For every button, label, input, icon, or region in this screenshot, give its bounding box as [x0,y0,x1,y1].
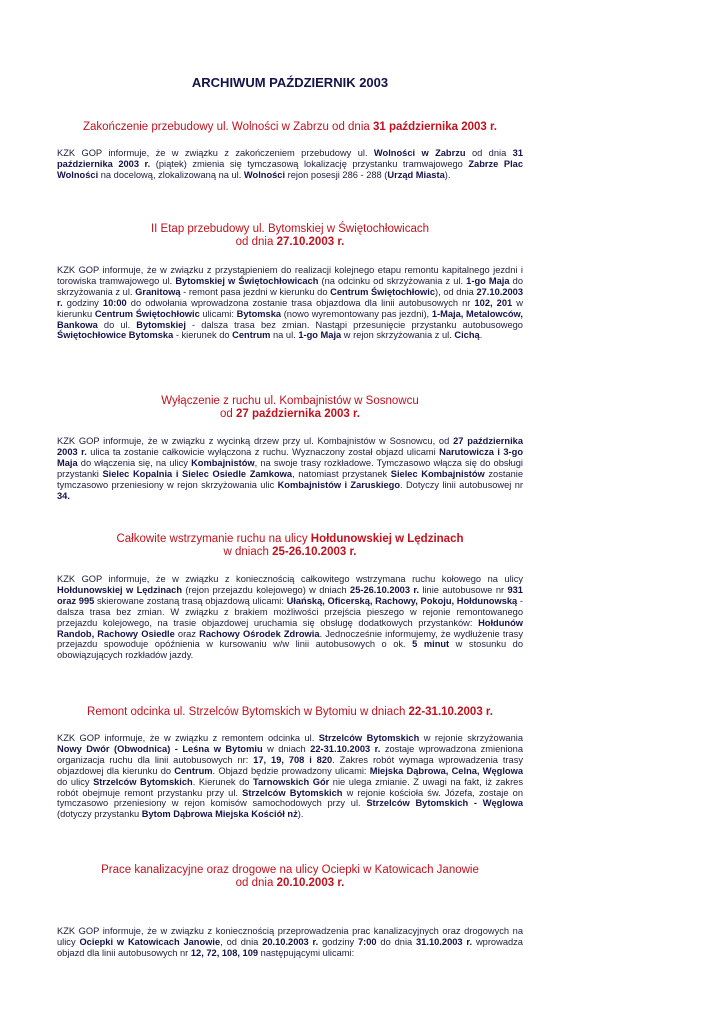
text-run: , od dnia [220,936,263,947]
text-run: rejon posesji 286 - 288 ( [285,169,388,180]
bold-text: 27.10.2003 r. [57,286,523,308]
bold-text: Centrum [174,765,213,776]
text-run: ulica ta zostanie całkowicie wyłączona z ruchu. Wyznaczony został objazd ulicami [86,446,440,457]
section-title [57,706,523,719]
bold-text: Bytomskiej w Świętochłowicach [175,275,319,286]
text-run: KZK GOP informuje, że w związku z koniecznością przeprowadzenia prac kanalizacyjnych oraz drogowych na ulicy [57,926,523,947]
text-run: (nowo wyremontowany pas jezdni), [281,308,432,319]
text-run: zostanie tymczasowo przeniesiony w rejon skrzyżowania ulic [57,468,524,490]
bold-text: 27.10.2003 r. [276,236,345,248]
section-title [57,533,523,559]
bold-text: Kombajnistów [191,457,255,468]
bold-text: 25-26.10.2003 r. [272,546,357,558]
text-run: ), od dnia [435,286,477,297]
text-run: ). [297,809,304,820]
text-run: - remont pasa jezdni w kierunku do [180,286,331,297]
section-title [57,864,523,890]
bold-text: 102, 201 [474,297,513,308]
bold-text: Miejska Dąbrowa, Celna, Węglowa [369,765,524,776]
text-run: godziny [318,936,358,947]
bold-text: Rachowy Ośrodek Zdrowia [199,628,320,639]
bold-text: Wolności w Zabrzu [373,148,466,158]
text-run: (dotyczy przystanku [57,809,142,820]
bold-text: 10:00 [102,297,127,308]
text-run: zostaje wprowadzona zmieniona organizacja ruchu dla linii autobusowych nr: [57,743,523,765]
text-run: KZK GOP informuje, że w związku z koniecznością całkowitego wstrzymana ruchu kołowego na ulicy [57,574,523,584]
bold-text: 17, 19, 708 i 820 [253,754,333,765]
bold-text: Hołdunów Randob, Rachowy Osiedle [57,617,523,639]
text-run: - dalsza trasa bez zmian. W związku z brakiem możliwości przejścia pieszego w rejonie remontowanego przejazdu kolejowego, na trasie objazdowej uruchamia się obsługę dodatkowych przystanków: [57,595,523,628]
bold-text: Wolności [243,169,286,180]
bold-text: Sielec Kopalnia i Sielec Osiedle Zamkowa [102,468,293,479]
text-run: . Zakres robót wymaga wprowadzenia trasy objazdowej dla kierunku do [57,754,523,776]
text-run: KZK GOP informuje, że w związku z zakończeniem przebudowy ul. [57,148,374,158]
text-run: . Objazd będzie prowadzony ulicami: [212,765,370,776]
section-title-line [57,395,523,408]
section-paragraph [57,574,523,661]
text-run: . [479,330,483,341]
text-run: w stosunku do obowiązujących rozkładów jazdy. [57,639,523,661]
section-paragraph [57,733,523,820]
bold-text: Zabrze Plac Wolności [57,158,523,180]
text-run: Remont odcinka ul. Strzelców Bytomskich w Bytomiu w dniach [87,706,409,718]
text-run: w dniach [223,546,273,558]
text-run: KZK GOP informuje, że w związku z przystąpieniem do realizacji kolejnego etapu remontu kapitalnego jezdni i torowiska tramwajowego ul. [57,265,523,286]
bold-text: Ociepki w Katowicach Janowie [79,936,221,947]
text-run: Całkowite wstrzymanie ruchu na ulicy [116,533,311,545]
bold-text: 5 minut [412,639,450,650]
text-run: nie ulega zmianie. Z uwagi na fakt, iż zakres robót obejmuje remont przystanku przy ul. [57,776,523,798]
section-paragraph [57,148,523,181]
text-run: w rejon skrzyżowania z ul. [341,330,455,341]
text-run: godziny [62,297,103,308]
bold-text: Strzelców Bytomskich [93,776,193,787]
bold-text: Bytomska [236,308,282,319]
text-run: oraz [174,628,200,639]
text-run: skierowane zostaną trasą objazdową ulicami: [94,595,287,606]
text-run: na ul. [270,330,299,341]
text-run: Wyłączenie z ruchu ul. Kombajnistów w Sosnowcu [161,395,419,407]
text-run: od dnia [235,877,277,889]
bold-text: 20.10.2003 r. [262,936,319,947]
section-title-line [57,121,523,134]
bold-text: 1-go Maja [466,275,510,286]
section-paragraph [57,265,523,341]
bold-text: 34. [57,490,70,501]
text-run: . Jednocześnie informujemy, że wydłużenie trasy przejazdu spowoduje opóźnienia w kursowaniu w/w linii autobusowych o ok. [57,628,523,650]
text-run: w kierunku [57,297,523,319]
text-run: II Etap przebudowy ul. Bytomskiej w Świętochłowicach [150,223,430,235]
text-run: - kierunek do [173,330,233,341]
bold-text: 931 oraz 995 [57,584,523,606]
section-title [57,395,523,421]
bold-text: 27 października 2003 r. [235,408,361,420]
section-paragraph [57,436,523,501]
text-run: (piątek) zmienia się tymczasową lokalizację przystanku tramwajowego [150,158,469,169]
text-run: KZK GOP informuje, że w związku z remontem odcinka ul. [57,733,319,743]
bold-text: 22-31.10.2003 r. [310,743,381,754]
text-run: od [219,408,236,420]
bold-text: Hołdunowskiej w Lędzinach [310,533,464,545]
text-run: od dnia [465,148,513,158]
text-run: do włączenia się, na ulicy [77,457,192,468]
section-paragraph [57,926,523,959]
section-title-line [57,864,523,877]
text-run: (rejon przejazdu kolejowego) w dniach [182,584,351,595]
text-run: do ulicy [57,776,94,787]
bold-text: 27 października 2003 r. [57,436,523,457]
bold-text: 1-go Maja [298,330,342,341]
text-run: na docelową, zlokalizowaną na ul. [98,169,244,180]
section-title-line [57,706,523,719]
bold-text: Tarnowskich Gór [253,776,330,787]
text-run: wprowadza objazd dla linii autobusowych nr [57,936,523,958]
bold-text: 20.10.2003 r. [276,877,345,889]
section-title-line [57,533,523,546]
text-run: . Kierunek do [192,776,254,787]
section-title-line [57,223,523,236]
text-run: do odwołania wprowadzona zostanie trasa objazdowa dla linii autobusowych nr [126,297,475,308]
bold-text: Bytomskiej [136,319,186,330]
bold-text: Ułańską, Oficerską, Rachowy, Pokoju, Hołdunowską [286,595,518,606]
text-run: w rejonie skrzyżowania [419,733,524,743]
bold-text: Kombajnistów i Zaruskiego [277,479,401,490]
bold-text: Granitową [135,286,181,297]
text-run: do skrzyżowania z ul. [57,275,523,297]
text-run: do dnia [376,936,417,947]
text-run: ulicami: [199,308,237,319]
bold-text: Centrum Świętochłowic [94,308,200,319]
bold-text: Cichą [454,330,480,341]
bold-text: Narutowicza i 3-go Maja [57,446,523,468]
bold-text: Świętochłowice Bytomska [57,330,174,341]
text-run: KZK GOP informuje, że w związku z wycinką drzew przy ul. Kombajnistów w Sosnowcu, od [57,436,454,446]
text-run: , natomiast przystanek [292,468,391,479]
bold-text: Hołdunowskiej w Lędzinach [57,584,183,595]
bold-text: Centrum [232,330,271,341]
bold-text: Strzelców Bytomskich - Węglowa [366,798,524,809]
section-title-line [57,546,523,559]
section-title [57,223,523,249]
text-run: (na odcinku od skrzyżowania z ul. [318,275,467,286]
bold-text: 22-31.10.2003 r. [408,706,493,718]
bold-text: Nowy Dwór (Obwodnica) - Leśna w Bytomiu [57,743,263,754]
bold-text: Centrum Świętochłowic [330,286,436,297]
section-title-line [57,877,523,890]
bold-text: 7:00 [357,936,377,947]
bold-text: Strzelców Bytomskich [318,733,420,743]
text-run: do ul. [97,319,137,330]
text-run: . Dotyczy linii autobusowej nr [400,479,523,490]
text-run: w rejonie kościoła św. Józefa, zostaje on tymczasowo przeniesiony w rejon komisów samochodowych przy ul. [57,787,523,809]
page-title: ARCHIWUM PAŹDZIERNIK 2003 [191,75,389,90]
section-title [57,121,523,134]
bold-text: 1-Maja, Metalowców, Bankowa [57,308,523,330]
text-run: - dalsza trasa bez zmian. Nastąpi przesunięcie przystanku autobusowego [185,319,523,330]
text-run: , na swoje trasy rozkładowe. Tymczasowo włącza się do obsługi przystanki [57,457,523,479]
bold-text: Urząd Miasta [387,169,445,180]
bold-text: 31 października 2003 r. [57,148,523,169]
section-title-line [57,408,523,421]
section-title-line [57,236,523,249]
text-run: Prace kanalizacyjne oraz drogowe na ulicy Ociepki w Katowicach Janowie [101,864,479,876]
bold-text: Strzelców Bytomskich [242,787,343,798]
bold-text: Bytom Dąbrowa Miejska Kościół nż [141,809,298,820]
text-run: w dniach [262,743,311,754]
bold-text: 31 października 2003 r. [372,121,498,133]
text-run: linie autobusowe nr [419,584,508,595]
bold-text: Sielec Kombajnistów [390,468,485,479]
bold-text: 25-26.10.2003 r. [350,584,420,595]
bold-text: 12, 72, 108, 109 [190,947,259,958]
text-run: następującymi ulicami: [258,947,355,958]
text-run: ). [444,169,451,180]
bold-text: 31.10.2003 r. [416,936,473,947]
text-run: od dnia [235,236,277,248]
text-run: Zakończenie przebudowy ul. Wolności w Zabrzu od dnia [82,121,373,133]
